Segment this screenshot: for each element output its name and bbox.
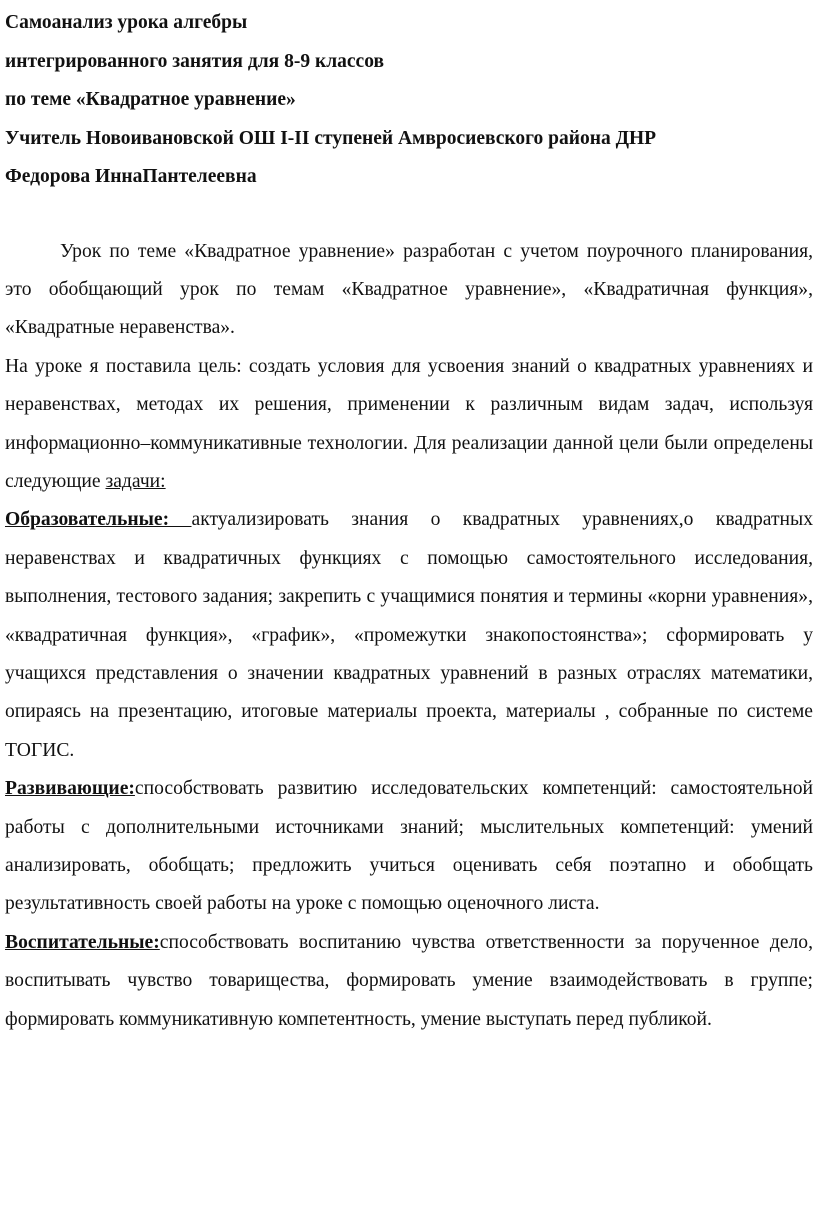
teacher-line: Учитель Новоивановской ОШ I-II ступеней Амвросиевского района ДНР	[5, 127, 657, 149]
intro-paragraph: Урок по теме «Квадратное уравнение» разработан с учетом поурочного планирования, это обобщающий урок по темам «Квадратное уравнение», «Квадратичная функция», «Квадратные неравенства».	[5, 240, 813, 339]
document-title: Самоанализ урока алгебры	[5, 12, 248, 33]
tasks-heading: задачи:	[105, 470, 166, 492]
goal-paragraph	[5, 348, 813, 502]
educational-text: актуализировать знания о квадратных уравнениях,о квадратных неравенствах и квадратичных функциях с помощью самостоятельного исследования, выполнения, тестового задания; закрепить с учащимися понятия и термины «корни уравнения», «квадратичная функция», «график», «промежутки знакопостоянства»; сформировать у учащихся представления о значении квадратных уравнений в разных отраслях математики, опираясь на презентацию, итоговые материалы проекта, материалы , собранные по системе ТОГИС.	[5, 509, 813, 761]
header-spacer	[5, 197, 813, 233]
lesson-topic: по теме «Квадратное уравнение»	[5, 89, 296, 110]
developing-label: Развивающие:	[5, 778, 135, 800]
upbringing-label: Воспитательные:	[5, 931, 160, 953]
developing-paragraph	[5, 770, 813, 924]
goal-text: На уроке я поставила цель: создать условия для усвоения знаний о квадратных уравнениях и неравенствах, методах их решения, применении к различным видам задач, используя информационно–коммуникативные технологии. Для реализации данной цели были определены следующие	[5, 355, 813, 492]
educational-label: Образовательные:	[5, 509, 192, 531]
educational-paragraph	[5, 501, 813, 770]
document-subtitle: интегрированного занятия для 8-9 классов	[5, 50, 384, 72]
teacher-name: Федорова ИннаПантелеевна	[5, 166, 257, 187]
upbringing-paragraph	[5, 924, 813, 1039]
upbringing-text: способствовать воспитанию чувства ответственности за порученное дело, воспитывать чувство товарищества, формировать умение взаимодействовать в группе; формировать коммуникативную компетентность, умение выступать перед публикой.	[5, 931, 813, 1030]
developing-text: способствовать развитию исследовательских компетенций: самостоятельной работы с дополнительными источниками знаний; мыслительных компетенций: умений анализировать, обобщать; предложить учиться оценивать себя поэтапно и обобщать результативность своей работы на уроке с помощью оценочного листа.	[5, 778, 813, 915]
